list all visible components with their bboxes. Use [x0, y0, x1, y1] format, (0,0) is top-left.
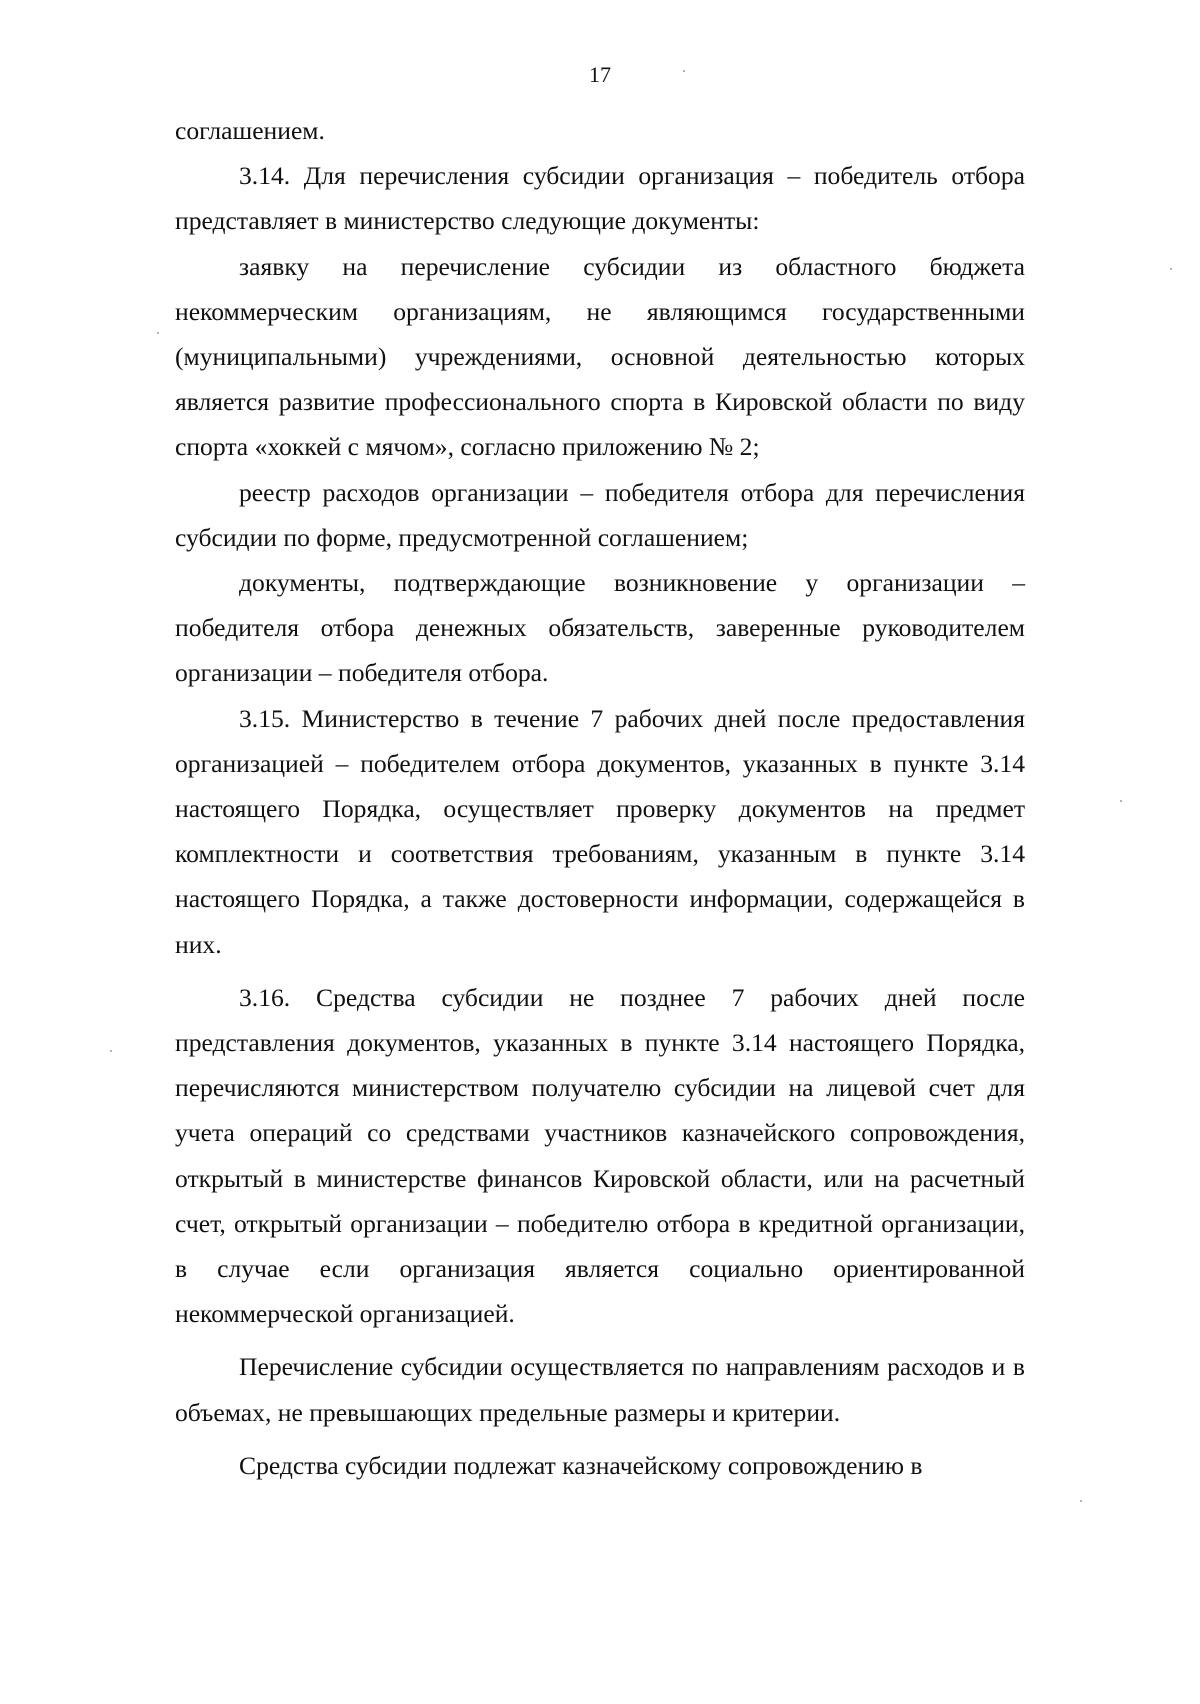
- scan-speck: [1080, 1500, 1082, 1502]
- paragraph-3-15: 3.15. Министерство в течение 7 рабочих дней после предоставления организацией – победителем отбора документов, указанных в пункте 3.14 настоящего Порядка, осуществляет проверку документов на предмет комплектности и соответствия требованиям, указанным в пункте 3.14 настоящего Порядка, а также достоверности информации, содержащейся в них.: [175, 703, 1025, 959]
- paragraph-transfer-directions: Перечисление субсидии осуществляется по направлениям расходов и в объемах, не превышающих предельные размеры и критерии.: [175, 1352, 1025, 1427]
- document-body: [175, 108, 1025, 1488]
- list-item-expense-register: реестр расходов организации – победителя отбора для перечисления субсидии по форме, предусмотренной соглашением;: [175, 477, 1025, 552]
- scan-speck: [110, 1050, 112, 1052]
- paragraph-3-16: 3.16. Средства субсидии не позднее 7 рабочих дней после представления документов, указанных в пункте 3.14 настоящего Порядка, перечисляются министерством получателю субсидии на лицевой счет для учета операций со средствами участников казначейского сопровождения, открытый в министерстве финансов Кировской области, или на расчетный счет, открытый организации – победителю отбора в кредитной организации, в случае если организация является социально ориентированной некоммерческой организацией.: [175, 982, 1025, 1329]
- paragraph-continuation: соглашением.: [175, 116, 325, 145]
- paragraph-3-14: 3.14. Для перечисления субсидии организация – победитель отбора представляет в министерство следующие документы:: [175, 161, 1025, 236]
- scan-speck: [683, 70, 685, 72]
- page-number: 17: [589, 62, 611, 87]
- paragraph-treasury-support: Средства субсидии подлежат казначейскому сопровождению в: [239, 1450, 923, 1480]
- list-item-obligation-documents: документы, подтверждающие возникновение у организации – победителя отбора денежных обязательств, заверенные руководителем организации – победителя отбора.: [175, 568, 1025, 688]
- scan-speck: [157, 332, 159, 334]
- scan-speck: [1120, 800, 1122, 802]
- scan-speck: [1170, 268, 1172, 270]
- list-item-application: заявку на перечисление субсидии из областного бюджета некоммерческим организациям, не являющимся государственными (муниципальными) учреждениями, основной деятельностью которых является развитие профессионального спорта в Кировской области по виду спорта «хоккей с мячом», согласно приложению № 2;: [175, 251, 1025, 462]
